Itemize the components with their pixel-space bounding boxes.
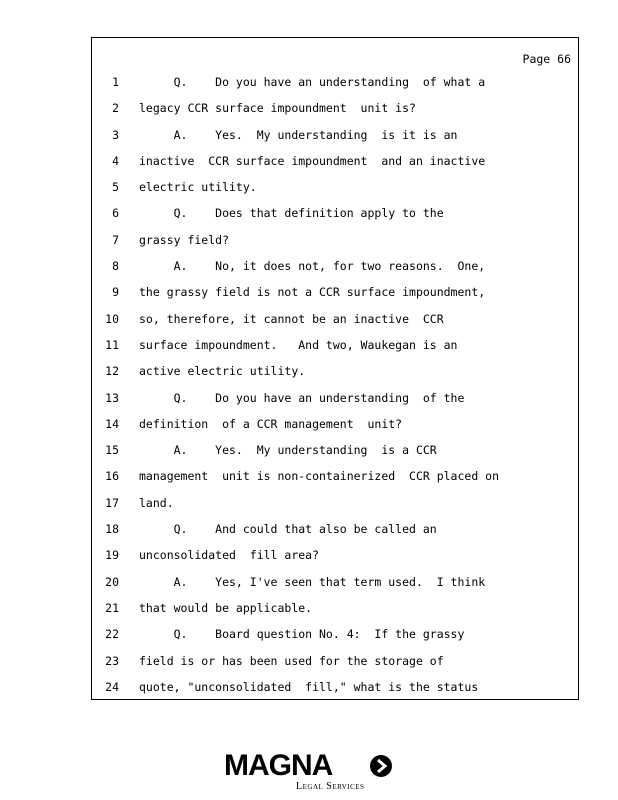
transcript-line <box>92 176 578 202</box>
line-number: 19 <box>105 548 119 563</box>
logo-subtitle: Legal Services <box>296 781 365 792</box>
transcript-line <box>92 413 578 439</box>
transcript-line <box>92 124 578 150</box>
line-text: grassy field? <box>139 232 230 247</box>
line-number: 6 <box>112 206 119 221</box>
line-text: active electric utility. <box>139 364 306 379</box>
line-text: land. <box>139 495 174 510</box>
chevron-right-icon <box>370 755 392 777</box>
transcript-line <box>92 308 578 334</box>
line-number: 9 <box>112 285 119 300</box>
line-text: that would be applicable. <box>139 600 313 615</box>
line-text: unconsolidated fill area? <box>139 548 320 563</box>
transcript-line <box>92 71 578 97</box>
line-number: 1 <box>112 75 119 89</box>
line-text: A. Yes. My understanding is a CCR <box>139 443 437 458</box>
line-text: A. Yes. My understanding is it is an <box>139 127 458 142</box>
line-number: 23 <box>105 653 119 668</box>
transcript-line <box>92 97 578 123</box>
line-number: 22 <box>105 627 119 642</box>
line-text: the grassy field is not a CCR surface impoundment, <box>139 285 486 300</box>
transcript-line <box>92 676 578 702</box>
line-number: 24 <box>105 679 119 694</box>
line-text: A. No, it does not, for two reasons. One, <box>139 259 486 274</box>
line-text: definition of a CCR management unit? <box>139 416 403 431</box>
transcript-line <box>92 150 578 176</box>
line-number: 14 <box>105 416 119 431</box>
line-text: electric utility. <box>139 180 257 195</box>
transcript-line <box>92 544 578 570</box>
line-text: so, therefore, it cannot be an inactive CCR <box>139 311 444 326</box>
line-number: 17 <box>105 495 119 510</box>
transcript-line <box>92 492 578 518</box>
transcript-lines <box>92 71 578 702</box>
line-number: 7 <box>112 232 119 247</box>
line-text: Q. Does that definition apply to the <box>139 206 444 221</box>
transcript-line <box>92 518 578 544</box>
transcript-line <box>92 360 578 386</box>
magna-logo <box>224 748 394 793</box>
transcript-line <box>92 229 578 255</box>
line-number: 4 <box>112 153 119 168</box>
line-number: 13 <box>105 390 119 405</box>
logo-wordmark: MAGNA <box>224 749 333 782</box>
line-number: 3 <box>112 127 119 142</box>
transcript-line <box>92 387 578 413</box>
line-number: 15 <box>105 443 119 458</box>
line-number: 12 <box>105 364 119 379</box>
line-text: A. Yes, I've seen that term used. I think <box>139 574 486 589</box>
page-number: Page 66 <box>522 52 571 66</box>
transcript-line <box>92 439 578 465</box>
line-text: quote, "unconsolidated fill," what is the status <box>139 679 479 694</box>
line-text: field is or has been used for the storage of <box>139 653 444 668</box>
line-text: management unit is non-containerized CCR placed on <box>139 469 500 484</box>
line-number: 21 <box>105 600 119 615</box>
transcript-line <box>92 202 578 228</box>
line-number: 16 <box>105 469 119 484</box>
transcript-line <box>92 334 578 360</box>
transcript-line <box>92 255 578 281</box>
line-number: 8 <box>112 259 119 274</box>
line-text: Q. Do you have an understanding of what a <box>139 75 486 89</box>
transcript-line <box>92 571 578 597</box>
transcript-line <box>92 623 578 649</box>
line-text: Q. Board question No. 4: If the grassy <box>139 627 465 642</box>
transcript-page <box>91 37 579 700</box>
line-text: legacy CCR surface impoundment unit is? <box>139 101 416 116</box>
line-number: 20 <box>105 574 119 589</box>
transcript-line <box>92 597 578 623</box>
transcript-line <box>92 650 578 676</box>
line-number: 5 <box>112 180 119 195</box>
line-number: 10 <box>105 311 119 326</box>
line-number: 11 <box>105 337 119 352</box>
line-text: Q. And could that also be called an <box>139 522 437 537</box>
transcript-line <box>92 281 578 307</box>
line-text: inactive CCR surface impoundment and an inactive <box>139 153 486 168</box>
line-number: 2 <box>112 101 119 116</box>
line-text: surface impoundment. And two, Waukegan is an <box>139 337 458 352</box>
line-number: 18 <box>105 522 119 537</box>
line-text: Q. Do you have an understanding of the <box>139 390 465 405</box>
transcript-line <box>92 465 578 491</box>
